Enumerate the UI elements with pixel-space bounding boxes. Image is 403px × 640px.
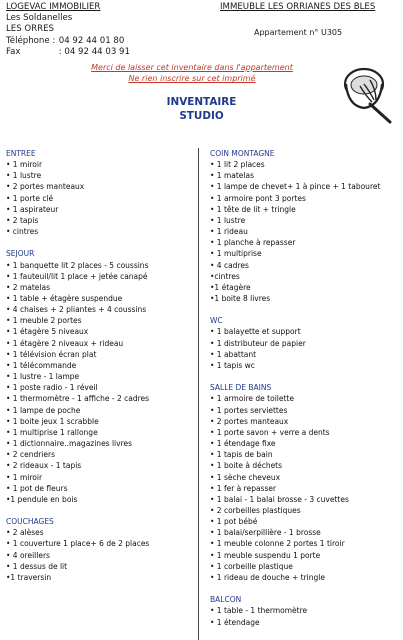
inventory-item: • 1 armoire pont 3 portes: [210, 193, 306, 203]
section-title: ENTREE: [6, 149, 36, 158]
inventory-item: •cintres: [210, 271, 240, 281]
inventory-item: • 1 dessus de lit: [6, 561, 68, 571]
inventory-section: [210, 594, 402, 627]
apartment-number: Appartement n° U305: [254, 28, 343, 37]
inventory-item: • 1 étendage fixe: [210, 439, 276, 449]
phone-label: Téléphone :: [6, 35, 56, 46]
section-title: SEJOUR: [6, 249, 35, 259]
inventory-section: [210, 382, 402, 583]
inventory-item: • 1 matelas: [210, 171, 255, 181]
fax-line: [6, 47, 130, 58]
inventory-item: • 1 miroir: [6, 160, 43, 170]
inventory-item: • 1 armoire de toilette: [210, 394, 294, 404]
inventory-item: • 1 lampe de poche: [6, 405, 81, 415]
inventory-item: • 1 étagère 5 niveaux: [6, 327, 89, 337]
inventory-item: • 1 lustre: [210, 215, 246, 225]
inventory-item: • 1 porte clé: [6, 193, 54, 203]
inventory-item: •1 pendule en bois: [6, 494, 78, 504]
inventory-item: • 1 boite jeux 1 scrabble: [6, 416, 99, 426]
address-line-2: LES ORRES: [6, 24, 54, 35]
inventory-item: •1 traversin: [6, 572, 52, 582]
inventory-item: • 4 cadres: [210, 260, 249, 270]
inventory-section: [210, 148, 402, 304]
inventory-item: • 1 distributeur de papier: [210, 338, 306, 348]
inventory-item: • 1 lustre: [6, 171, 42, 181]
company-name: LOGEVAC IMMOBILIER: [6, 2, 101, 12]
inventory-item: • 1 télécommande: [6, 360, 77, 370]
inventory-item: • 1 pot de fleurs: [6, 483, 68, 493]
inventory-item: • 1 meuble colonne 2 portes 1 tiroir: [210, 539, 345, 549]
inventory-item: • 1 thermomètre - 1 affiche - 2 cadres: [6, 394, 150, 404]
document-title: INVENTAIRE: [166, 96, 237, 108]
column-divider: [198, 148, 199, 640]
inventory-item: • 1 lustre - 1 lampe: [6, 372, 80, 382]
phone-line: [6, 36, 130, 47]
inventory-item: • 1 balai - 1 balai brosse - 3 cuvettes: [210, 494, 349, 504]
inventory-item: •1 boite 8 livres: [210, 294, 271, 304]
notice: [84, 62, 300, 84]
inventory-item: • 1 meuble 2 portes: [6, 316, 82, 326]
inventory-item: • 1 lit 2 places: [210, 160, 265, 170]
inventory-item: • 2 cendriers: [6, 450, 55, 460]
inventory-item: • 1 rideau de douche + tringle: [210, 572, 325, 582]
inventory-item: • 2 alèses: [6, 528, 44, 538]
inventory-item: • 1 multiprise: [210, 249, 262, 259]
left-column: [6, 148, 196, 594]
inventory-item: • 4 oreillers: [6, 550, 50, 560]
inventory-item: • 1 porte savon + verre a dents: [210, 427, 330, 437]
inventory-item: • 2 corbeilles plastiques: [210, 505, 301, 515]
inventory-item: • 1 table - 1 thermomètre: [210, 606, 308, 616]
inventory-item: • 1 meuble suspendu 1 porte: [210, 550, 321, 560]
inventory-section: [210, 315, 402, 371]
document-subtitle: STUDIO: [179, 110, 224, 122]
fax-label: Fax: [6, 46, 21, 57]
address-line-1: Les Soldanelles: [6, 13, 73, 24]
inventory-item: • 1 sèche cheveux: [210, 472, 281, 482]
inventory-item: • 1 étendage: [210, 617, 260, 627]
inventory-section: [6, 248, 196, 505]
inventory-item: • 1 tapis de bain: [210, 450, 273, 460]
inventory-item: • 2 matelas: [6, 282, 51, 292]
section-title: WC: [210, 316, 223, 326]
phone-number: 04 92 44 01 80: [58, 35, 125, 46]
inventory-item: • 1 dictionnaire..magazines livres: [6, 439, 133, 449]
inventory-item: • 1 balayette et support: [210, 327, 301, 337]
inventory-item: • cintres: [6, 227, 39, 237]
fax-number: : 04 92 44 03 91: [58, 46, 130, 57]
inventory-item: • 1 aspirateur: [6, 204, 59, 214]
building-name: IMMEUBLE LES ORRIANES DES BLES: [220, 2, 376, 12]
inventory-item: • 1 pot bébé: [210, 517, 258, 527]
inventory-section: [6, 516, 196, 583]
inventory-section: [6, 148, 196, 237]
inventory-item: • 2 tapis: [6, 215, 39, 225]
inventory-item: • 1 rideau: [210, 227, 248, 237]
inventory-item: • 2 rideaux - 1 tapis: [6, 461, 82, 471]
inventory-item: • 1 tête de lit + tringle: [210, 204, 296, 214]
inventory-item: • 1 miroir: [6, 472, 43, 482]
inventory-item: • 1 table + étagère suspendue: [6, 294, 123, 304]
section-title: BALCON: [210, 595, 242, 605]
notice-line-2: Ne rien inscrire sur cet imprimé: [128, 74, 256, 84]
inventory-item: •1 étagère: [210, 282, 251, 292]
right-column: [210, 148, 402, 639]
inventory-item: • 4 chaises + 2 pliantes + 4 coussins: [6, 305, 147, 315]
section-title: COIN MONTAGNE: [210, 149, 275, 158]
inventory-item: • 1 télévision écran plat: [6, 349, 97, 359]
inventory-item: • 1 planche à repasser: [210, 238, 296, 248]
section-title: SALLE DE BAINS: [210, 383, 272, 393]
inventory-item: • 1 étagère 2 niveaux + rideau: [6, 338, 124, 348]
inventory-item: • 1 poste radio - 1 réveil: [6, 383, 98, 393]
inventory-item: • 2 portes manteaux: [6, 182, 85, 192]
notice-line-1: Merci de laisser cet inventaire dans l'appartement: [91, 63, 293, 72]
inventory-item: • 1 lampe de chevet+ 1 à pince + 1 tabouret: [210, 182, 381, 192]
inventory-item: • 1 fer à repasser: [210, 483, 277, 493]
inventory-item: • 1 balai/serpillière - 1 brosse: [210, 528, 321, 538]
inventory-item: • 1 portes serviettes: [210, 405, 288, 415]
inventory-item: • 1 couverture 1 place+ 6 de 2 places: [6, 539, 150, 549]
inventory-item: • 1 banquette lit 2 places - 5 coussins: [6, 260, 149, 270]
inventory-item: • 1 corbeille plastique: [210, 561, 293, 571]
inventory-item: • 1 fauteuil/lit 1 place + jetée canapé: [6, 271, 148, 281]
section-title: COUCHAGES: [6, 517, 54, 527]
inventory-item: • 1 boite à déchets: [210, 461, 283, 471]
inventory-item: • 1 abattant: [210, 349, 257, 359]
inventory-item: • 1 multiprise 1 rallonge: [6, 427, 98, 437]
inventory-item: • 1 tapis wc: [210, 360, 255, 370]
agency-header: [6, 2, 130, 58]
inventory-item: • 2 portes manteaux: [210, 416, 289, 426]
